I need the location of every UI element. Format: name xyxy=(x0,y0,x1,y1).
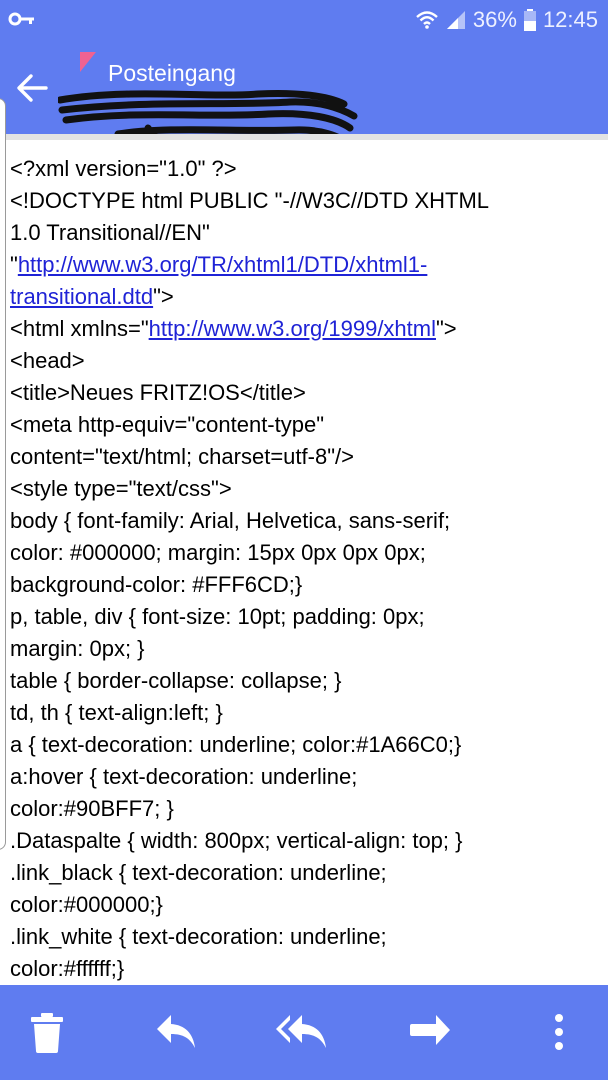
clock-time: 12:45 xyxy=(542,7,598,32)
source-line xyxy=(10,249,590,281)
flag-marker-icon xyxy=(80,52,96,72)
reply-icon[interactable] xyxy=(155,1013,197,1051)
source-line: table { border-collapse: collapse; } xyxy=(10,668,342,693)
source-line: content="text/html; charset=utf-8"/> xyxy=(10,444,354,469)
source-line: 1.0 Transitional//EN" xyxy=(10,220,210,245)
vpn-key-icon xyxy=(8,9,36,29)
wifi-icon xyxy=(415,10,439,30)
source-line-text: "> xyxy=(153,284,174,309)
source-line: background-color: #FFF6CD;} xyxy=(10,572,303,597)
source-line: <!DOCTYPE html PUBLIC "-//W3C//DTD XHTML xyxy=(10,188,490,213)
forward-icon[interactable] xyxy=(408,1013,452,1049)
message-body[interactable] xyxy=(0,140,608,985)
status-bar xyxy=(0,0,608,40)
source-line: color:#90BFF7; } xyxy=(10,796,174,821)
source-line: <meta http-equiv="content-type" xyxy=(10,412,325,437)
source-link[interactable]: transitional.dtd xyxy=(10,284,154,309)
arrow-left-icon[interactable] xyxy=(14,70,50,106)
side-panel-handle[interactable] xyxy=(0,98,6,850)
source-line: a:hover { text-decoration: underline; xyxy=(10,764,358,789)
app-bar xyxy=(0,40,608,134)
source-line: .link_white { text-decoration: underline; xyxy=(10,924,387,949)
folder-title: Posteingang xyxy=(108,60,236,86)
battery-icon xyxy=(523,9,537,31)
source-line: <head> xyxy=(10,348,85,373)
more-vert-icon[interactable] xyxy=(553,1013,565,1051)
reply-all-icon[interactable] xyxy=(276,1013,328,1051)
source-line xyxy=(10,313,590,345)
source-line: color: #000000; margin: 15px 0px 0px 0px; xyxy=(10,540,426,565)
source-link[interactable]: http://www.w3.org/TR/xhtml1/DTD/xhtml1- xyxy=(17,252,428,277)
html-source-text xyxy=(10,153,590,985)
battery-percent: 36% xyxy=(472,7,517,32)
delete-icon[interactable] xyxy=(30,1013,64,1053)
source-line: <style type="text/css"> xyxy=(10,476,232,501)
source-line: margin: 0px; } xyxy=(10,636,145,661)
source-link[interactable]: http://www.w3.org/1999/xhtml xyxy=(148,316,436,341)
bottom-action-bar xyxy=(0,985,608,1080)
source-line: .link_black { text-decoration: underline; xyxy=(10,860,387,885)
source-line: color:#ffffff;} xyxy=(10,956,125,981)
source-line-text: "> xyxy=(436,316,457,341)
source-line-text: <html xmlns=" xyxy=(10,316,149,341)
source-line: .Dataspalte { width: 800px; vertical-align: top; } xyxy=(10,828,463,853)
source-line: a { text-decoration: underline; color:#1A66C0;} xyxy=(10,732,462,757)
source-line-text: " xyxy=(10,252,18,277)
source-line: p, table, div { font-size: 10pt; padding: 0px; xyxy=(10,604,425,629)
cell-signal-icon xyxy=(445,10,467,30)
source-line: body { font-family: Arial, Helvetica, sans-serif; xyxy=(10,508,451,533)
status-indicators xyxy=(415,6,598,34)
source-line xyxy=(10,281,590,313)
source-line: color:#000000;} xyxy=(10,892,163,917)
source-line: <title>Neues FRITZ!OS</title> xyxy=(10,380,306,405)
source-line: td, th { text-align:left; } xyxy=(10,700,223,725)
source-line: <?xml version="1.0" ?> xyxy=(10,156,237,181)
